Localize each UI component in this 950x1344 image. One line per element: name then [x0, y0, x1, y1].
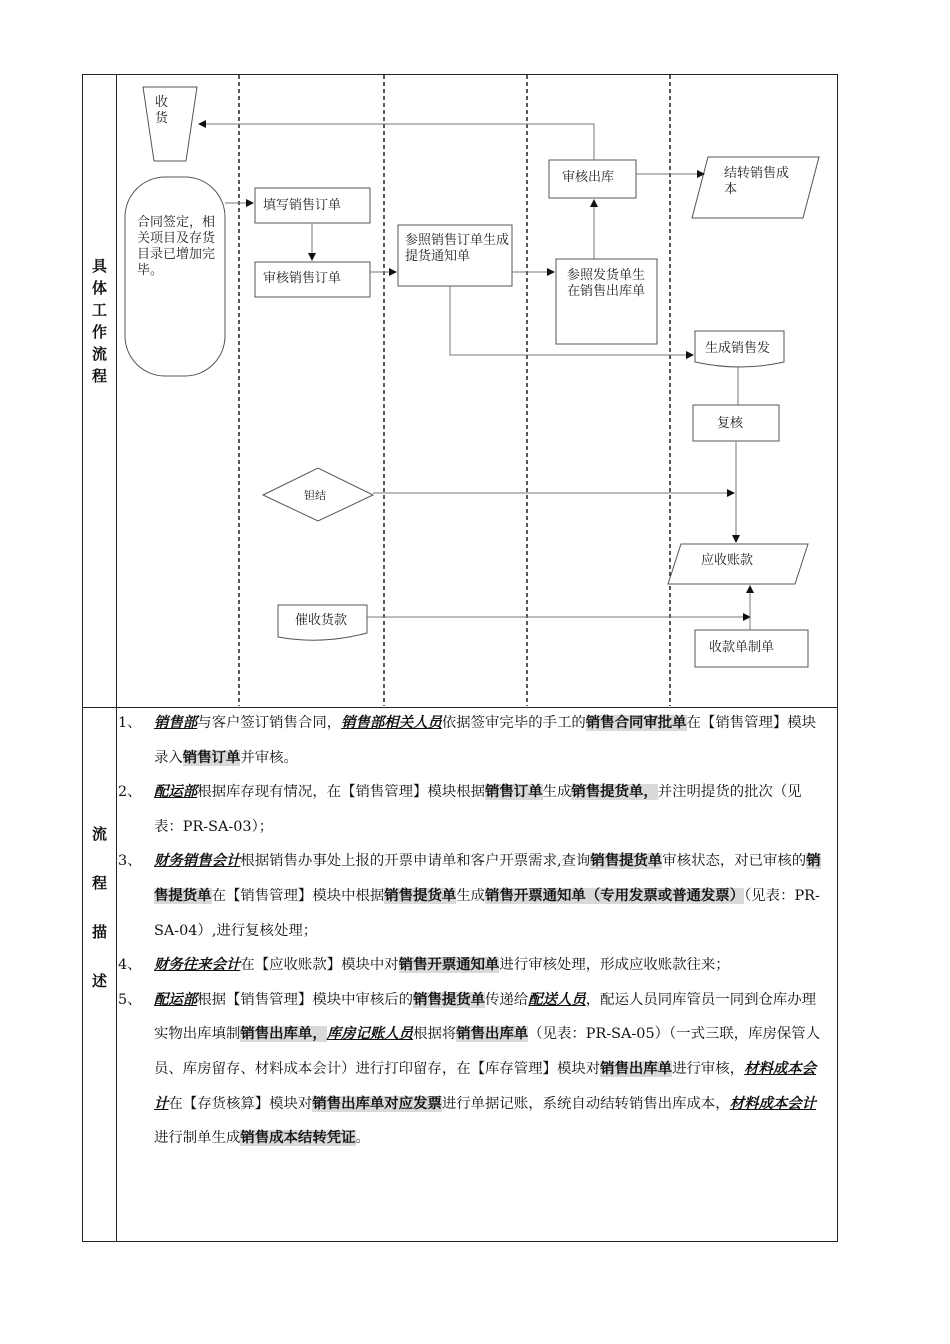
step-text: 在【应收账款】模块中对	[240, 957, 399, 974]
step-text: 销售开票通知单	[398, 957, 500, 974]
workflow-section-label: 具 体 工 作 流 程	[91, 257, 107, 385]
step-text: 根据库存现有情况，在【销售管理】模块根据	[197, 784, 486, 801]
step-number: 4、	[118, 957, 142, 974]
step-1	[118, 706, 830, 775]
step-text: 在【销售管理】模块中根据	[211, 887, 385, 904]
step-text: 传递给	[485, 991, 529, 1008]
review-order-label: 审核销售订单	[263, 271, 342, 286]
step-text: 根据【销售管理】模块中审核后的	[197, 991, 414, 1008]
step-text: 财务往来会计	[154, 957, 241, 974]
step-4	[118, 948, 830, 983]
step-text: 配送人员	[528, 991, 586, 1008]
receive-label: 收货	[155, 95, 169, 126]
step-text: 销售订单	[182, 749, 241, 766]
step-3	[118, 844, 830, 948]
step-text: 销售出库单对应发票	[312, 1095, 442, 1112]
step-text: 销售出库单，	[240, 1026, 327, 1043]
step-text: 生成	[542, 784, 572, 801]
gen-outbound-label: 参照发货单生在销售出库单	[567, 268, 646, 299]
step-text: 根据销售办事处上报的开票申请单和客户开票需求,查询	[240, 853, 591, 870]
step-text: 财务销售会计	[154, 853, 241, 870]
recheck-label: 复核	[717, 416, 744, 431]
step-text: 销售合同审批单	[585, 715, 687, 731]
step-text: 。	[355, 1130, 370, 1147]
receipt-label: 收款单制单	[709, 640, 775, 655]
step-text: ，配运人员同库管员一同到仓库办理实物出库填制	[154, 991, 817, 1043]
step-text: 销售成本结转凭证	[240, 1130, 356, 1147]
step-text: 审核状态，对已审核的	[662, 853, 807, 870]
step-text: 根据将	[413, 1026, 457, 1043]
step-text: 销售部相关人员	[341, 715, 442, 731]
step-text: 销售提货单	[384, 887, 457, 904]
step-5	[118, 983, 830, 1156]
step-text: 销售提货单	[590, 853, 663, 870]
step-text: 进行制单生成	[154, 1130, 241, 1147]
step-text: 进行审核，	[672, 1060, 745, 1077]
step-text: （见表：PR-SA-05）（一式三联，库房保管人员、库房留存、材料成本会计）进行打印留存，在【库存管理】模块对	[154, 1026, 821, 1077]
process-description	[118, 706, 830, 1156]
step-text: 进行单据记账，系统自动结转销售出库成本，	[441, 1095, 730, 1112]
transfer-cost-label: 结转销售成本	[724, 166, 790, 197]
step-text: 销售订单	[485, 784, 543, 801]
step-text: 配运部	[154, 784, 198, 801]
gen-invoice-label: 生成销售发	[705, 341, 771, 356]
step-text: 材料成本会计	[729, 1095, 817, 1112]
fill-order-label: 填写销售订单	[263, 198, 342, 213]
step-text: 销售出库单	[600, 1060, 673, 1077]
step-text: 销售提货单	[413, 991, 486, 1008]
step-number: 2、	[118, 784, 142, 801]
step-2	[118, 775, 830, 844]
step-text: 在【存货核算】模块对	[168, 1095, 313, 1112]
step-text: 销售提货单	[154, 853, 821, 904]
step-text: 销售出库单	[456, 1026, 529, 1043]
step-number: 1、	[118, 715, 142, 731]
review-outbound-label: 审核出库	[562, 170, 615, 185]
step-text: 并注明提货的批次（见表：PR-SA-03）；	[154, 784, 802, 835]
step-text: 依据签审完毕的手工的	[441, 715, 586, 731]
settle-label: 钽结	[304, 489, 326, 502]
step-text: 销售开票通知单（专用发票或普通发票）	[485, 887, 745, 904]
step-text: 生成	[456, 887, 486, 904]
step-text: 与客户签订销售合同，	[197, 715, 342, 731]
contract-label: 合同签定，相关项目及存货目录已增加完毕。	[137, 215, 216, 278]
step-text: 配运部	[154, 991, 198, 1008]
step-text: 进行审核处理，形成应收账款往来；	[499, 957, 730, 974]
receivable-label: 应收账款	[701, 553, 754, 568]
step-text: 销售部	[154, 715, 198, 731]
step-text: （见表：PR-SA-04）,进行复核处理；	[154, 887, 820, 939]
step-number: 3、	[118, 853, 142, 870]
step-text: 在【销售管理】模块录入	[154, 715, 817, 766]
step-text: 材料成本会计	[154, 1060, 817, 1112]
step-text: 销售提货单，	[571, 784, 658, 801]
step-number: 5、	[118, 991, 142, 1008]
step-text: 并审核。	[240, 749, 298, 766]
description-section-label: 流 程 描 述	[91, 825, 107, 990]
collect-label: 催收货款	[295, 613, 348, 628]
gen-delivery-label: 参照销售订单生成提货通知单	[405, 233, 510, 264]
step-text: 库房记账人员	[326, 1026, 414, 1043]
